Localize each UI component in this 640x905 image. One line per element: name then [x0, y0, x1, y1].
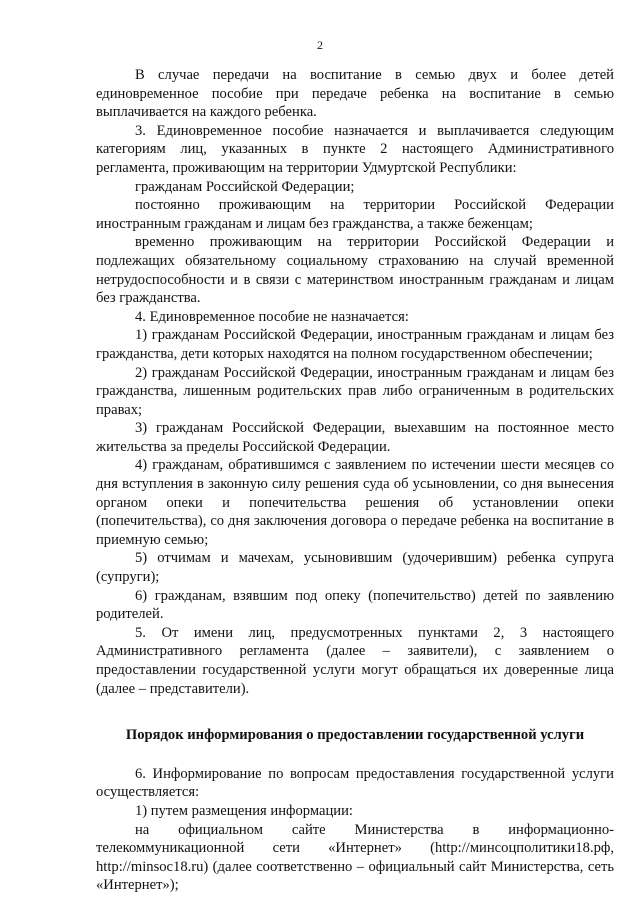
paragraph-multiple-children: В случае передачи на воспитание в семью двух и более детей единовременное пособие при передаче ребенка на воспитание в семью выплачивается на каждого ребенка.: [96, 67, 614, 121]
list-item-4-2: 2) гражданам Российской Федерации, иностранным гражданам и лицам без гражданства, лишенным родительских прав либо ограниченным в родительских правах;: [96, 364, 614, 418]
list-item-6-1: 1) путем размещения информации:: [135, 802, 353, 819]
paragraph-3-recipients: 3. Единовременное пособие назначается и выплачивается следующим категориям лиц, указанных в пункте 2 настоящего Административного регламента, проживающим на территории Удмуртской Республики:: [96, 122, 614, 176]
paragraph-official-site: на официальном сайте Министерства в информационно-телекоммуникационной сети «Интернет» (http://минсоцполитики18.рф, http://minsoc18.ru) (далее соответственно – официальный сайт Министерства, сеть «Интернет»);: [96, 821, 614, 894]
document-body: [96, 66, 614, 895]
list-item-4-3: 3) гражданам Российской Федерации, выехавшим на постоянное место жительства за пределы Российской Федерации.: [96, 420, 614, 455]
paragraph-5-representatives: 5. От имени лиц, предусмотренных пунктами 2, 3 настоящего Административного регламента (далее – заявители), с заявлением о предоставлении государственной услуги могут обращаться их доверенные лица (далее – представители).: [96, 624, 614, 697]
list-item-4-5: 5) отчимам и мачехам, усыновившим (удочерившим) ребенка супруга (супруги);: [96, 550, 614, 586]
paragraph-6-informing: 6. Информирование по вопросам предоставления государственной услуги осуществляется:: [96, 765, 614, 801]
list-item-4-4: 4) гражданам, обратившимся с заявлением по истечении шести месяцев со дня вступления в законную силу решения суда об усыновлении, со дня вынесения органом опеки и попечительства решения об установлении опеки (попечительства), со дня заключения договора о передаче ребенка на воспитание в приемную семью;: [96, 457, 614, 548]
paragraph-citizens-rf: гражданам Российской Федерации;: [135, 178, 355, 195]
list-item-4-1: 1) гражданам Российской Федерации, иностранным гражданам и лицам без гражданства, дети которых находятся на полном государственном обеспечении;: [96, 327, 614, 362]
paragraph-permanent-residents: постоянно проживающим на территории Российской Федерации иностранным гражданам и лицам без гражданства, а также беженцам;: [96, 197, 614, 232]
paragraph-4-not-assigned: 4. Единовременное пособие не назначается:: [135, 308, 409, 325]
paragraph-temporary-residents: временно проживающим на территории Российской Федерации и подлежащих обязательному социальному страхованию на случай временной нетрудоспособности и в связи с материнством иностранным гражданам и лицам без гражданства.: [96, 234, 614, 307]
section-heading: Порядок информирования о предоставлении государственной услуги: [125, 727, 585, 744]
list-item-4-6: 6) гражданам, взявшим под опеку (попечительство) детей по заявлению родителей.: [96, 587, 614, 623]
page-number: 2: [317, 38, 323, 52]
